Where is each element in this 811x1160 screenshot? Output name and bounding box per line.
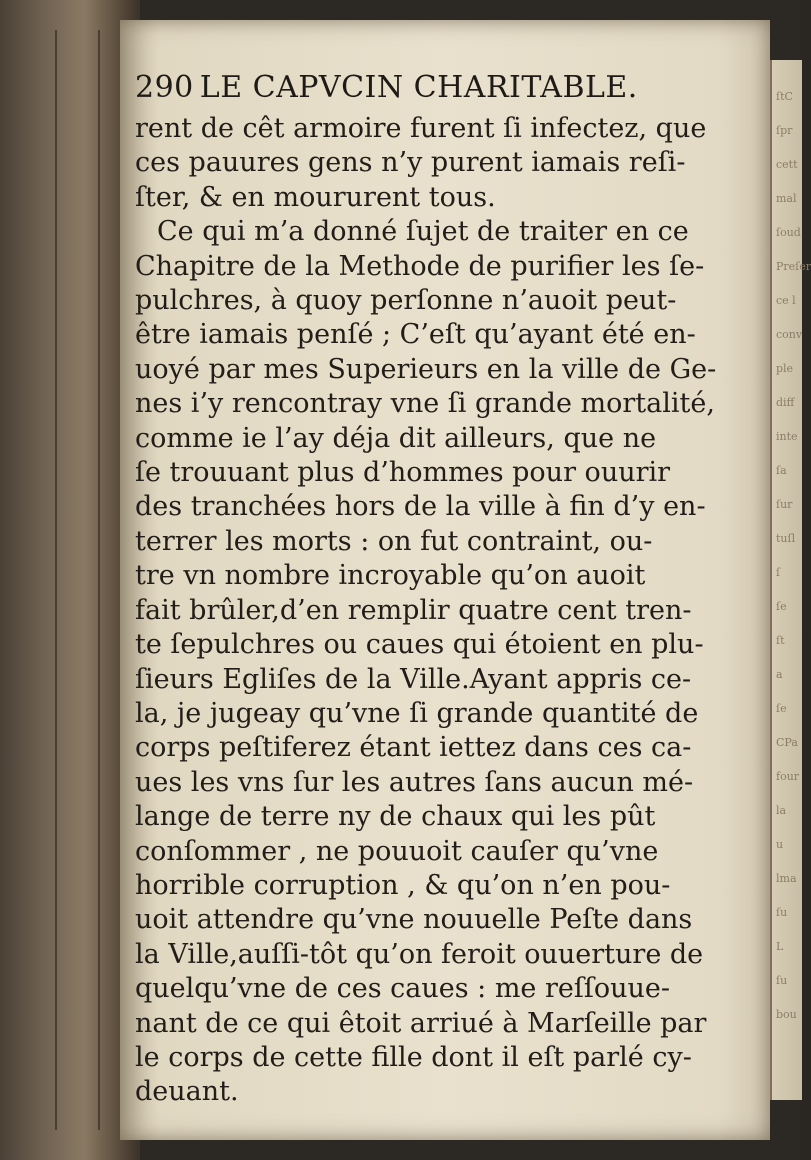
facing-page-fragment: four (776, 770, 800, 783)
text-line: horrible corruption , & qu’on n’en pou- (135, 869, 671, 901)
facing-page-fragment: ſe (776, 702, 787, 715)
text-line: corps peſtiferez étant iettez dans ces ca- (135, 732, 692, 764)
text-line: comme ie l’ay déja dit ailleurs, que ne (135, 422, 657, 454)
facing-page-fragment: ſ (776, 566, 781, 579)
facing-page-fragment: ſu (776, 974, 788, 987)
facing-page-fragment: bou (776, 1008, 797, 1021)
facing-page-edge (770, 60, 811, 1100)
facing-page-fragment: CPa (776, 736, 798, 749)
text-line: lange de terre ny de chaux qui les pût (135, 801, 656, 833)
text-line: ſe trouuant plus d’hommes pour ouurir (135, 457, 671, 489)
text-line: la Ville,auſſi-tôt qu’on feroit ouuerture de (135, 938, 704, 970)
facing-page-fragment: ce l (776, 294, 796, 307)
text-line: ces pauures gens n’y purent iamais reſi- (135, 147, 686, 179)
spine-crease (55, 30, 57, 1130)
facing-page-fragment: L (776, 940, 784, 953)
text-line: le corps de cette fille dont il eſt parlé cy- (135, 1041, 692, 1073)
facing-page-fragment: ſu (776, 906, 788, 919)
page-number: 290 (135, 70, 194, 105)
facing-page-fragment: Preſer (776, 260, 811, 273)
facing-page-fragment: ſt (776, 634, 785, 647)
spine-crease (98, 30, 100, 1130)
facing-page-fragment: inte (776, 430, 798, 443)
facing-page-fragment: ſpr (776, 124, 793, 137)
facing-page-fragment: la (776, 804, 787, 817)
text-line: ſter, & en moururent tous. (135, 181, 496, 213)
facing-page-fragment: lma (776, 872, 797, 885)
facing-page-fragment: ſtC (776, 90, 793, 103)
facing-page-fragment: ſur (776, 498, 793, 511)
text-line: des tranchées hors de la ville à fin d’y en- (135, 491, 706, 523)
facing-page-fragment: cett (776, 158, 798, 171)
text-line: uoyé par mes Superieurs en la ville de Ge- (135, 353, 717, 385)
text-line: rent de cêt armoire furent ſi infectez, que (135, 113, 707, 144)
text-line: deuant. (135, 1076, 239, 1108)
facing-page-fragment: conv (776, 328, 803, 341)
facing-page-fragment: ple (776, 362, 794, 375)
text-line: nes i’y rencontray vne ſi grande mortalité, (135, 388, 715, 420)
facing-page-fragment: tuſl (776, 532, 796, 545)
facing-page-fragment: mal (776, 192, 797, 205)
text-line: te ſepulchres ou caues qui étoient en plu- (135, 629, 704, 661)
running-header (135, 70, 755, 105)
text-line: fait brûler,d’en remplir quatre cent tren- (135, 594, 692, 626)
facing-page-fragment: ſa (776, 464, 787, 477)
paragraph-start-line: Ce qui m’a donné ſujet de traiter en ce (157, 216, 689, 248)
text-line: conſommer , ne pouuoit cauſer qu’vne (135, 835, 659, 867)
facing-page-fragment: diff (776, 396, 795, 409)
facing-page-fragment: u (776, 838, 784, 851)
text-line: tre vn nombre incroyable qu’on auoit (135, 560, 646, 592)
text-line: la, je jugeay qu’vne ſi grande quantité de (135, 697, 699, 729)
text-line: terrer les morts : on fut contraint, ou- (135, 525, 653, 557)
text-line: pulchres, à quoy perſonne n’auoit peut- (135, 285, 677, 317)
text-line: être iamais penſé ; C’eſt qu’ayant été en- (135, 319, 696, 351)
book-spine (0, 0, 140, 1160)
facing-page-fragment: ſe (776, 600, 787, 613)
text-line: quelqu’vne de ces caues : me reſſouue- (135, 973, 671, 1005)
facing-page-fragment: ſoud (776, 226, 801, 239)
text-line: uoit attendre qu’vne nouuelle Peſte dans (135, 904, 693, 936)
text-line: Chapitre de la Methode de purifier les ſe- (135, 250, 705, 282)
text-line: ſieurs Egliſes de la Ville.Ayant appris ce- (135, 663, 692, 695)
body-text (135, 112, 755, 1110)
running-title: LE CAPVCIN CHARITABLE. (199, 70, 638, 105)
text-line: ues les vns ſur les autres ſans aucun mé- (135, 766, 694, 798)
text-line: nant de ce qui êtoit arriué à Marſeille par (135, 1007, 707, 1039)
facing-page-fragment: a (776, 668, 783, 681)
